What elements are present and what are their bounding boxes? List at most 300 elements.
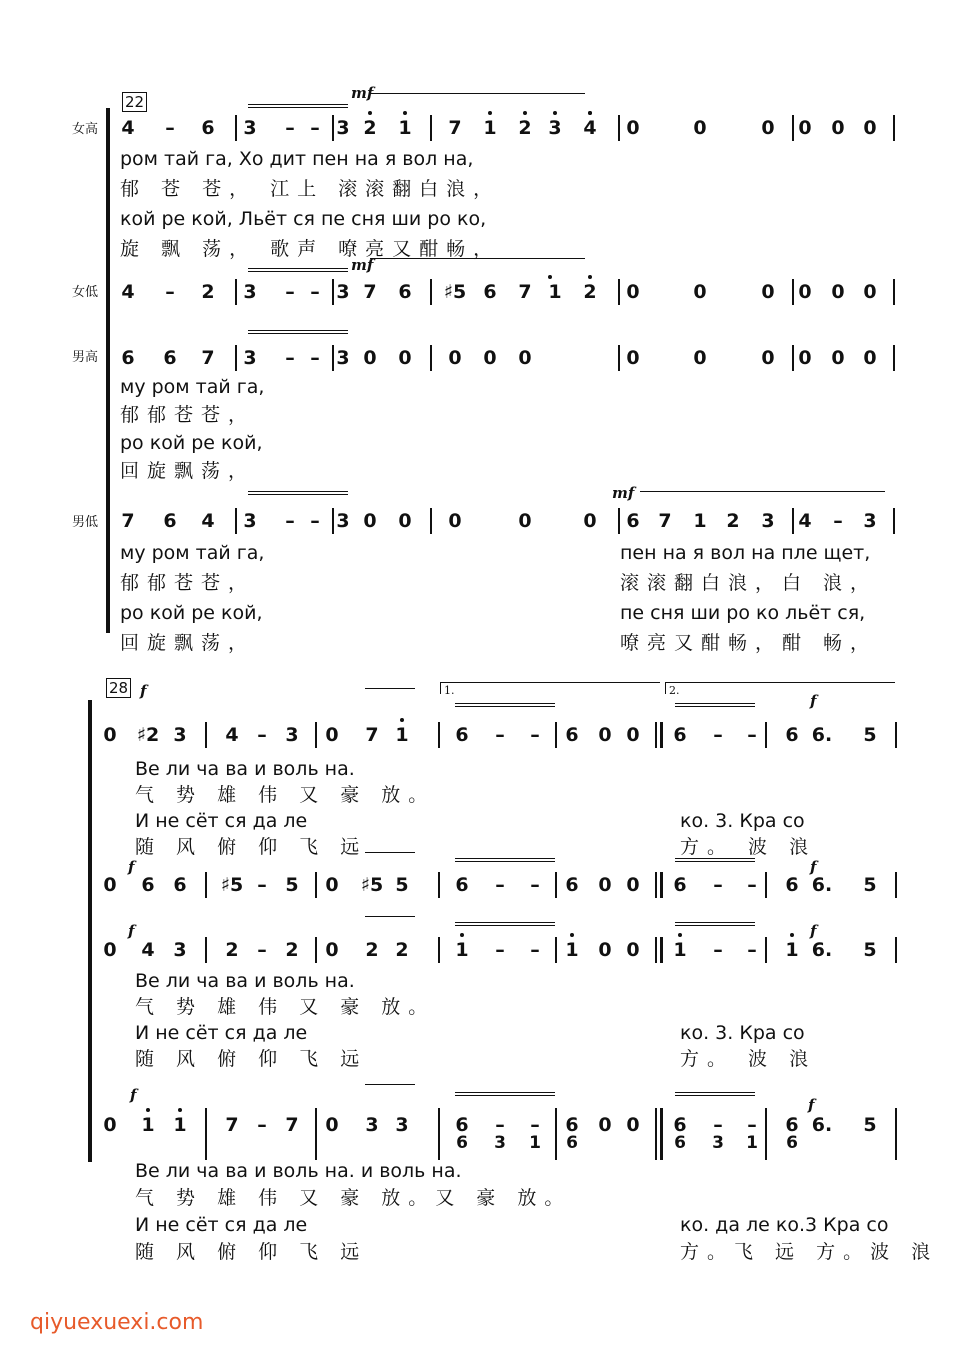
note: 0 bbox=[103, 939, 117, 961]
note: 1 bbox=[173, 1114, 187, 1136]
note: 7 bbox=[201, 347, 215, 369]
note: 1 bbox=[529, 1133, 541, 1153]
note: – bbox=[165, 117, 175, 139]
note: – bbox=[257, 939, 267, 961]
note: – bbox=[310, 347, 320, 369]
note: 1 bbox=[141, 1114, 155, 1136]
octave-dot bbox=[400, 718, 404, 722]
note: 3 bbox=[712, 1133, 724, 1153]
barline bbox=[895, 1108, 897, 1160]
note: 6 bbox=[673, 1114, 687, 1136]
note: – bbox=[285, 117, 295, 139]
note: 0 bbox=[583, 510, 597, 532]
note: 6 bbox=[455, 1114, 469, 1136]
barline bbox=[895, 937, 897, 963]
lyric-line: 郁郁苍苍， bbox=[120, 572, 256, 594]
note: – bbox=[747, 939, 757, 961]
note: 0 bbox=[626, 1114, 640, 1136]
lyric-line: 郁 苍 苍， 江上 滚滚翻白浪， bbox=[120, 178, 501, 200]
tie-line bbox=[675, 1092, 755, 1093]
barline bbox=[618, 279, 620, 305]
note: 0 bbox=[363, 347, 377, 369]
tie-line bbox=[248, 268, 348, 269]
note: 2 bbox=[726, 510, 740, 532]
lyric-line: ро кой ре кой, bbox=[120, 602, 263, 624]
tie-line bbox=[455, 706, 555, 707]
note: 6 bbox=[163, 510, 177, 532]
barline bbox=[555, 1108, 557, 1160]
note: – bbox=[285, 510, 295, 532]
part-label: 女高 bbox=[72, 122, 99, 137]
note: 2 bbox=[225, 939, 239, 961]
note: – bbox=[310, 117, 320, 139]
lyric-line: 随 风 俯 仰 飞 远 bbox=[135, 1048, 368, 1070]
note: ♯5 bbox=[443, 281, 467, 303]
barline bbox=[792, 279, 794, 305]
octave-dot bbox=[523, 111, 527, 115]
crescendo-line bbox=[640, 491, 885, 492]
note: 0 bbox=[798, 347, 812, 369]
note: 6 bbox=[673, 874, 687, 896]
lyric-line: му ром тай га, bbox=[120, 376, 265, 398]
note: 0 bbox=[518, 347, 532, 369]
note: 2 bbox=[285, 939, 299, 961]
note: 0 bbox=[483, 347, 497, 369]
note: – bbox=[495, 724, 505, 746]
note: 6 bbox=[785, 724, 799, 746]
note: – bbox=[833, 510, 843, 532]
barline bbox=[332, 115, 334, 141]
octave-dot bbox=[488, 111, 492, 115]
note: 7 bbox=[448, 117, 462, 139]
note: 6 bbox=[673, 724, 687, 746]
lyric-line: 回旋飘荡， bbox=[120, 460, 256, 482]
tie-line bbox=[455, 858, 555, 859]
dynamic-marking: f bbox=[130, 1086, 137, 1104]
lyric-line: 方。 波 浪 bbox=[680, 1048, 817, 1070]
note: 6 bbox=[483, 281, 497, 303]
note: 0 bbox=[831, 281, 845, 303]
barline bbox=[660, 1108, 663, 1160]
barline bbox=[555, 872, 557, 898]
barline bbox=[792, 508, 794, 534]
lyric-line: 随 风 俯 仰 飞 远 bbox=[135, 1241, 368, 1263]
note: 6 bbox=[786, 1133, 798, 1153]
lyric-line: 旋 飘 荡， 歌声 嘹亮又酣畅， bbox=[120, 238, 501, 260]
note: 0 bbox=[325, 874, 339, 896]
note: ♯2 bbox=[136, 724, 160, 746]
note: 1 bbox=[483, 117, 497, 139]
tie-line bbox=[248, 107, 348, 108]
note: 2 bbox=[201, 281, 215, 303]
note: 7 bbox=[365, 724, 379, 746]
tie-line bbox=[455, 925, 555, 926]
octave-dot bbox=[588, 111, 592, 115]
barline bbox=[895, 872, 897, 898]
barline bbox=[792, 345, 794, 371]
system-bracket bbox=[88, 700, 92, 1162]
barline bbox=[438, 872, 440, 898]
tie-line bbox=[455, 1092, 555, 1093]
note: 3 bbox=[395, 1114, 409, 1136]
note: 0 bbox=[103, 874, 117, 896]
barline bbox=[235, 508, 237, 534]
note: – bbox=[713, 724, 723, 746]
tie-line bbox=[248, 271, 348, 272]
note: 0 bbox=[863, 347, 877, 369]
tie-line bbox=[455, 861, 555, 862]
note: 3 bbox=[336, 117, 350, 139]
note: 0 bbox=[598, 939, 612, 961]
note: 6 bbox=[566, 1133, 578, 1153]
lyric-line: 滚滚翻白浪，白 浪， bbox=[620, 572, 878, 594]
note: 0 bbox=[448, 347, 462, 369]
barline bbox=[893, 508, 895, 534]
note: 0 bbox=[831, 117, 845, 139]
volta-line bbox=[665, 682, 895, 683]
barline bbox=[430, 345, 432, 371]
dynamic-marking: f bbox=[140, 682, 147, 700]
barline bbox=[315, 872, 317, 898]
volta-hook bbox=[440, 682, 441, 694]
note: – bbox=[747, 724, 757, 746]
dynamic-marking: f bbox=[810, 692, 817, 710]
note: 0 bbox=[626, 117, 640, 139]
note: 0 bbox=[626, 939, 640, 961]
lyric-line: 气 势 雄 伟 又 豪 放。又 豪 放。 bbox=[135, 1187, 572, 1209]
octave-dot bbox=[460, 933, 464, 937]
note: 0 bbox=[363, 510, 377, 532]
tie-line bbox=[675, 706, 755, 707]
barline bbox=[235, 345, 237, 371]
tie-line bbox=[675, 861, 755, 862]
barline bbox=[765, 1108, 767, 1160]
note: 6 bbox=[173, 874, 187, 896]
note: 1 bbox=[746, 1133, 758, 1153]
note: 0 bbox=[798, 281, 812, 303]
crescendo-line bbox=[365, 688, 415, 689]
note: 0 bbox=[863, 117, 877, 139]
note: 3 bbox=[336, 347, 350, 369]
barline bbox=[555, 937, 557, 963]
barline bbox=[555, 722, 557, 748]
note: 0 bbox=[693, 347, 707, 369]
note: 3 bbox=[285, 724, 299, 746]
note: 6 bbox=[201, 117, 215, 139]
note: 4 bbox=[798, 510, 812, 532]
tie-line bbox=[675, 703, 755, 704]
note: 6 bbox=[785, 874, 799, 896]
barline bbox=[765, 722, 767, 748]
tie-line bbox=[675, 925, 755, 926]
note: – bbox=[713, 1114, 723, 1136]
note: 6 bbox=[455, 724, 469, 746]
note: 1 bbox=[548, 281, 562, 303]
note: – bbox=[310, 510, 320, 532]
barline bbox=[792, 115, 794, 141]
note: – bbox=[495, 874, 505, 896]
dynamic-marking: mf bbox=[612, 484, 635, 502]
note: 3 bbox=[365, 1114, 379, 1136]
lyric-line: ко. да ле ко.3 Кра со bbox=[680, 1214, 889, 1236]
barline bbox=[332, 345, 334, 371]
note: – bbox=[530, 724, 540, 746]
watermark-logo: qiyuexuexi.com bbox=[30, 1310, 204, 1335]
barline bbox=[205, 937, 207, 963]
note: 0 bbox=[398, 347, 412, 369]
note: 0 bbox=[626, 874, 640, 896]
octave-dot bbox=[178, 1108, 182, 1112]
note: 5 bbox=[863, 1114, 877, 1136]
volta-hook bbox=[665, 682, 666, 694]
note: – bbox=[257, 724, 267, 746]
lyric-line: И не сёт ся да ле bbox=[135, 1214, 308, 1236]
note: 6 bbox=[455, 874, 469, 896]
note: 0 bbox=[598, 1114, 612, 1136]
barline bbox=[893, 345, 895, 371]
note: – bbox=[310, 281, 320, 303]
note: 0 bbox=[103, 724, 117, 746]
note: 0 bbox=[761, 347, 775, 369]
barline bbox=[765, 872, 767, 898]
note: 0 bbox=[693, 117, 707, 139]
octave-dot bbox=[403, 111, 407, 115]
tie-line bbox=[675, 922, 755, 923]
note: 0 bbox=[863, 281, 877, 303]
tie-line bbox=[248, 330, 348, 331]
barline bbox=[655, 1108, 657, 1160]
note: 2 bbox=[365, 939, 379, 961]
note: – bbox=[713, 874, 723, 896]
note: 6 bbox=[565, 1114, 579, 1136]
note: 0 bbox=[598, 724, 612, 746]
note: 0 bbox=[626, 724, 640, 746]
note: – bbox=[747, 1114, 757, 1136]
volta-number: 2. bbox=[669, 684, 680, 697]
barline bbox=[893, 279, 895, 305]
tie-line bbox=[675, 1095, 755, 1096]
note: 1 bbox=[455, 939, 469, 961]
note: 1 bbox=[693, 510, 707, 532]
lyric-line: ко. 3. Кра со bbox=[680, 810, 805, 832]
note: 6 bbox=[785, 1114, 799, 1136]
note: – bbox=[285, 347, 295, 369]
tie-line bbox=[248, 104, 348, 105]
note: 4 bbox=[225, 724, 239, 746]
note: 2 bbox=[395, 939, 409, 961]
note: 3 bbox=[494, 1133, 506, 1153]
note: – bbox=[257, 1114, 267, 1136]
lyric-line: Ве ли ча ва и воль на. bbox=[135, 758, 355, 780]
note: 0 bbox=[518, 510, 532, 532]
note: 5 bbox=[395, 874, 409, 896]
barline bbox=[235, 279, 237, 305]
lyric-line: 气 势 雄 伟 又 豪 放。 bbox=[135, 784, 436, 806]
barline bbox=[315, 937, 317, 963]
note: 3 bbox=[243, 117, 257, 139]
tie-line bbox=[455, 922, 555, 923]
note: 0 bbox=[325, 1114, 339, 1136]
crescendo-line bbox=[365, 916, 415, 917]
barline bbox=[235, 115, 237, 141]
octave-dot bbox=[553, 111, 557, 115]
lyric-line: ро кой ре кой, bbox=[120, 432, 263, 454]
note: 0 bbox=[831, 347, 845, 369]
tie-line bbox=[248, 494, 348, 495]
barline bbox=[655, 872, 657, 898]
part-label: 女低 bbox=[72, 285, 99, 300]
lyric-line: 方。飞 远 方。波 浪 bbox=[680, 1241, 939, 1263]
barline bbox=[618, 345, 620, 371]
dynamic-marking: f bbox=[810, 922, 817, 940]
dynamic-marking: f bbox=[128, 858, 135, 876]
lyric-line: му ром тай га, bbox=[120, 542, 265, 564]
note: 4 bbox=[583, 117, 597, 139]
note: ♯5 bbox=[220, 874, 244, 896]
note: 1 bbox=[395, 724, 409, 746]
note: 7 bbox=[363, 281, 377, 303]
octave-dot bbox=[790, 933, 794, 937]
note: 7 bbox=[285, 1114, 299, 1136]
octave-dot bbox=[678, 933, 682, 937]
note: 0 bbox=[761, 117, 775, 139]
volta-line bbox=[440, 682, 660, 683]
note: 6 bbox=[141, 874, 155, 896]
note: 3 bbox=[336, 281, 350, 303]
note: 6 bbox=[674, 1133, 686, 1153]
barline bbox=[430, 508, 432, 534]
note: 1 bbox=[398, 117, 412, 139]
barline bbox=[430, 279, 432, 305]
dynamic-marking: f bbox=[810, 858, 817, 876]
dynamic-marking: mf bbox=[351, 256, 374, 274]
barline bbox=[893, 115, 895, 141]
note: 6 bbox=[626, 510, 640, 532]
barline bbox=[765, 937, 767, 963]
barline bbox=[332, 508, 334, 534]
barline bbox=[315, 1108, 317, 1160]
measure-number: 28 bbox=[106, 678, 131, 698]
note: 3 bbox=[548, 117, 562, 139]
tie-line bbox=[248, 333, 348, 334]
tie-line bbox=[455, 1095, 555, 1096]
note: 0 bbox=[798, 117, 812, 139]
barline bbox=[332, 279, 334, 305]
barline bbox=[660, 872, 663, 898]
note: 3 bbox=[243, 510, 257, 532]
note: 0 bbox=[626, 347, 640, 369]
barline bbox=[205, 1108, 207, 1160]
note: 5 bbox=[863, 874, 877, 896]
barline bbox=[438, 937, 440, 963]
note: 6. bbox=[811, 874, 833, 896]
octave-dot bbox=[368, 111, 372, 115]
lyric-line: 郁郁苍苍， bbox=[120, 404, 256, 426]
note: 2 bbox=[518, 117, 532, 139]
note: 3 bbox=[761, 510, 775, 532]
note: – bbox=[257, 874, 267, 896]
system-bracket bbox=[106, 108, 110, 633]
crescendo-line bbox=[365, 852, 415, 853]
note: 6 bbox=[121, 347, 135, 369]
octave-dot bbox=[570, 933, 574, 937]
note: 3 bbox=[173, 939, 187, 961]
dynamic-marking: f bbox=[128, 922, 135, 940]
note: 1 bbox=[673, 939, 687, 961]
barline bbox=[618, 115, 620, 141]
lyric-line: 嘹亮又酣畅，酣 畅， bbox=[620, 632, 878, 654]
lyric-line: И не сёт ся да ле bbox=[135, 810, 308, 832]
note: 0 bbox=[598, 874, 612, 896]
note: 4 bbox=[121, 117, 135, 139]
note: 1 bbox=[565, 939, 579, 961]
barline bbox=[438, 722, 440, 748]
note: 6 bbox=[565, 724, 579, 746]
note: ♯5 bbox=[360, 874, 384, 896]
lyric-line: пен на я вол на пле щет, bbox=[620, 542, 871, 564]
note: – bbox=[165, 281, 175, 303]
note: 7 bbox=[225, 1114, 239, 1136]
octave-dot bbox=[548, 275, 552, 279]
note: 0 bbox=[325, 939, 339, 961]
note: 6. bbox=[811, 724, 833, 746]
lyric-line: 方。 波 浪 bbox=[680, 836, 817, 858]
lyric-line: ко. 3. Кра со bbox=[680, 1022, 805, 1044]
note: 0 bbox=[448, 510, 462, 532]
dynamic-marking: mf bbox=[351, 84, 374, 102]
note: 5 bbox=[285, 874, 299, 896]
lyric-line: ром тай га, Хо дит пен на я вол на, bbox=[120, 148, 474, 170]
lyric-line: 随 风 俯 仰 飞 远 bbox=[135, 836, 368, 858]
barline bbox=[895, 722, 897, 748]
measure-number: 22 bbox=[122, 92, 147, 112]
note: 0 bbox=[325, 724, 339, 746]
note: 2 bbox=[583, 281, 597, 303]
note: 6 bbox=[565, 874, 579, 896]
note: 0 bbox=[626, 281, 640, 303]
barline bbox=[430, 115, 432, 141]
octave-dot bbox=[146, 1108, 150, 1112]
lyric-line: 回旋飘荡， bbox=[120, 632, 256, 654]
tie-line bbox=[248, 491, 348, 492]
lyric-line: кой ре кой, Льёт ся пе сня ши ро ко, bbox=[120, 208, 487, 230]
barline bbox=[655, 937, 657, 963]
note: – bbox=[713, 939, 723, 961]
part-label: 男低 bbox=[72, 515, 99, 530]
note: 6 bbox=[398, 281, 412, 303]
note: 7 bbox=[518, 281, 532, 303]
crescendo-line bbox=[365, 1084, 415, 1085]
note: 0 bbox=[103, 1114, 117, 1136]
barline bbox=[618, 508, 620, 534]
tie-line bbox=[455, 703, 555, 704]
lyric-line: пе сня ши ро ко льёт ся, bbox=[620, 602, 866, 624]
note: 3 bbox=[243, 281, 257, 303]
barline bbox=[660, 722, 663, 748]
lyric-line: 气 势 雄 伟 又 豪 放。 bbox=[135, 996, 436, 1018]
octave-dot bbox=[588, 275, 592, 279]
barline bbox=[315, 722, 317, 748]
lyric-line: И не сёт ся да ле bbox=[135, 1022, 308, 1044]
note: 6 bbox=[163, 347, 177, 369]
note: 5 bbox=[863, 724, 877, 746]
barline bbox=[205, 872, 207, 898]
note: 6. bbox=[811, 939, 833, 961]
note: – bbox=[495, 1114, 505, 1136]
barline bbox=[205, 722, 207, 748]
lyric-line: Ве ли ча ва и воль на. bbox=[135, 970, 355, 992]
barline bbox=[660, 937, 663, 963]
